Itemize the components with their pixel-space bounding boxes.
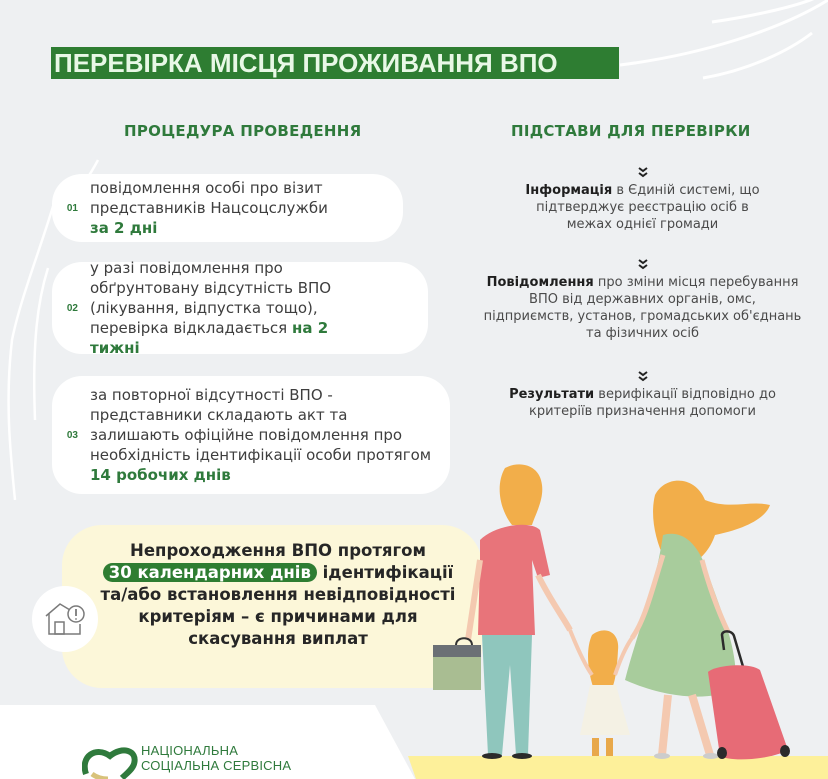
grounds-item-text: про зміни місця перебування ВПО від державних органів, омс, підприємств, установ, громадських об'єднань та фізичних осіб xyxy=(483,275,802,341)
page-title: ПЕРЕВІРКА МІСЦЯ ПРОЖИВАННЯ ВПО xyxy=(51,47,619,79)
grounds-item-text: в Єдиній системі, що підтверджує реєстрацію осіб в межах однієї громади xyxy=(536,183,760,232)
step-number: 02 xyxy=(66,302,78,314)
step-highlight: 14 робочих днів xyxy=(90,466,231,484)
step-text: у разі повідомлення про обґрунтовану відсутність ВПО (лікування, відпустка тощо), перевірка відкладається xyxy=(90,259,332,337)
step-text: повідомлення особі про візит представників Нацсоцслужби xyxy=(90,179,328,217)
grounds-item-bold: Інформація xyxy=(525,183,613,198)
man-trousers xyxy=(482,635,532,755)
step-highlight: за 2 дні xyxy=(90,219,158,237)
man-hair xyxy=(500,464,543,525)
procedure-step-2 xyxy=(52,259,428,357)
logo-line2: СОЦІАЛЬНА СЕРВІСНА xyxy=(141,758,292,773)
step-number: 01 xyxy=(66,202,78,214)
double-chevron-down-icon xyxy=(637,258,649,270)
step-highlight: на 2 тижні xyxy=(90,319,329,357)
procedure-step-3 xyxy=(52,376,450,494)
warning-line2: ідентифікації та/або встановлення невідповідності критеріям – є причинами для скасування виплат xyxy=(100,563,456,648)
family-illustration xyxy=(420,460,828,779)
step-text: за повторної відсутності ВПО - представники складають акт та залишають офіційне повідомлення про необхідність ідентифікації особи протягом xyxy=(90,386,432,464)
grounds-heading: ПІДСТАВИ ДЛЯ ПЕРЕВІРКИ xyxy=(511,122,751,140)
nssu-logo-mark xyxy=(82,744,138,779)
warning-line1: Непроходження ВПО протягом xyxy=(130,541,426,560)
double-chevron-down-icon xyxy=(637,370,649,382)
grounds-item-text: верифікації відповідно до критеріїв призначення допомоги xyxy=(528,387,776,419)
grounds-item-bold: Результати xyxy=(509,387,595,402)
child-hair xyxy=(588,630,618,692)
grounds-item-3 xyxy=(470,370,815,420)
child-dress xyxy=(580,685,630,735)
procedure-step-1 xyxy=(52,174,403,242)
grounds-item-2 xyxy=(470,258,815,342)
house-warning-icon xyxy=(42,598,88,638)
procedure-heading: ПРОЦЕДУРА ПРОВЕДЕННЯ xyxy=(124,122,362,140)
grounds-item-bold: Повідомлення xyxy=(486,275,594,290)
nssu-logo-text xyxy=(141,743,291,773)
suitcase xyxy=(708,665,788,759)
step-number: 03 xyxy=(66,429,78,441)
logo-line1: НАЦІОНАЛЬНА xyxy=(141,743,239,758)
grounds-item-1 xyxy=(470,166,815,233)
double-chevron-down-icon xyxy=(637,166,649,178)
warning-text xyxy=(88,540,468,650)
warning-highlight: 30 календарних днів xyxy=(103,563,317,582)
